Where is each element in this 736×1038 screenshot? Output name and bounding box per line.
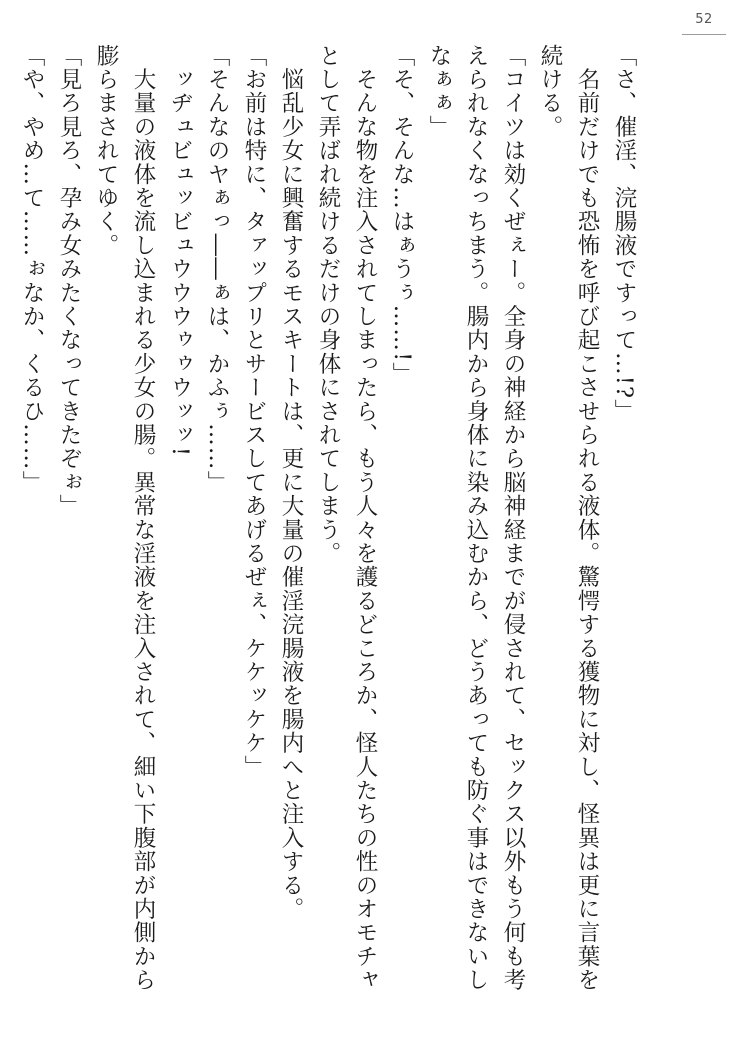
text-line: 「コイツは効くぜぇー。全身の神経から脳神経までが侵されて、セックス以外もう何も考 (500, 44, 526, 992)
text-line: 膨らまされてゆく。 (93, 44, 119, 258)
text-line: なぁぁ」 (426, 44, 452, 139)
text-line: えられなくなっちまう。腸内から身体に染み込むから、どうあっても防ぐ事はできないし (463, 44, 489, 992)
text-line: 大量の液体を流し込まれる少女の腸。異常な淫液を注入されて、細い下腹部が内側から (130, 44, 156, 992)
text-line: 「そんなのヤぁっ――ぁは、かふぅ……」 (204, 44, 230, 495)
text-line: 「お前は特に、タァップリとサービスしてあげるぜぇ、ケケッケケ」 (241, 44, 267, 779)
text-line: 「見ろ見ろ、孕み女みたくなってきたぞぉ」 (56, 44, 82, 518)
text-line: 「さ、催淫、浣腸液ですって…!?」 (611, 44, 637, 424)
page-number-rule (682, 34, 726, 35)
text-line: 名前だけでも恐怖を呼び起こさせられる液体。驚愕する獲物に対し、怪異は更に言葉を (574, 44, 600, 993)
text-line: 続ける。 (537, 44, 563, 139)
body-text (19, 44, 642, 1004)
text-line: 「や、やめ…て……ぉなか、くるひ……」 (19, 44, 45, 495)
text-line: 悩乱少女に興奮するモスキートは、更に大量の催淫浣腸液を腸内へと注入する。 (278, 44, 304, 921)
text-line: として弄ばれ続けるだけの身体にされてしまう。 (315, 44, 341, 566)
page-number: 52 (695, 12, 713, 27)
text-line: そんな物を注入されてしまったら、もう人々を護るどころか、怪人たちの性のオモチャ (352, 44, 378, 992)
text-line: 「そ、そんな…はぁうぅ……!」 (389, 44, 415, 387)
text-line: ッヂュビュッビュウウウゥゥウッッ! (167, 44, 193, 458)
